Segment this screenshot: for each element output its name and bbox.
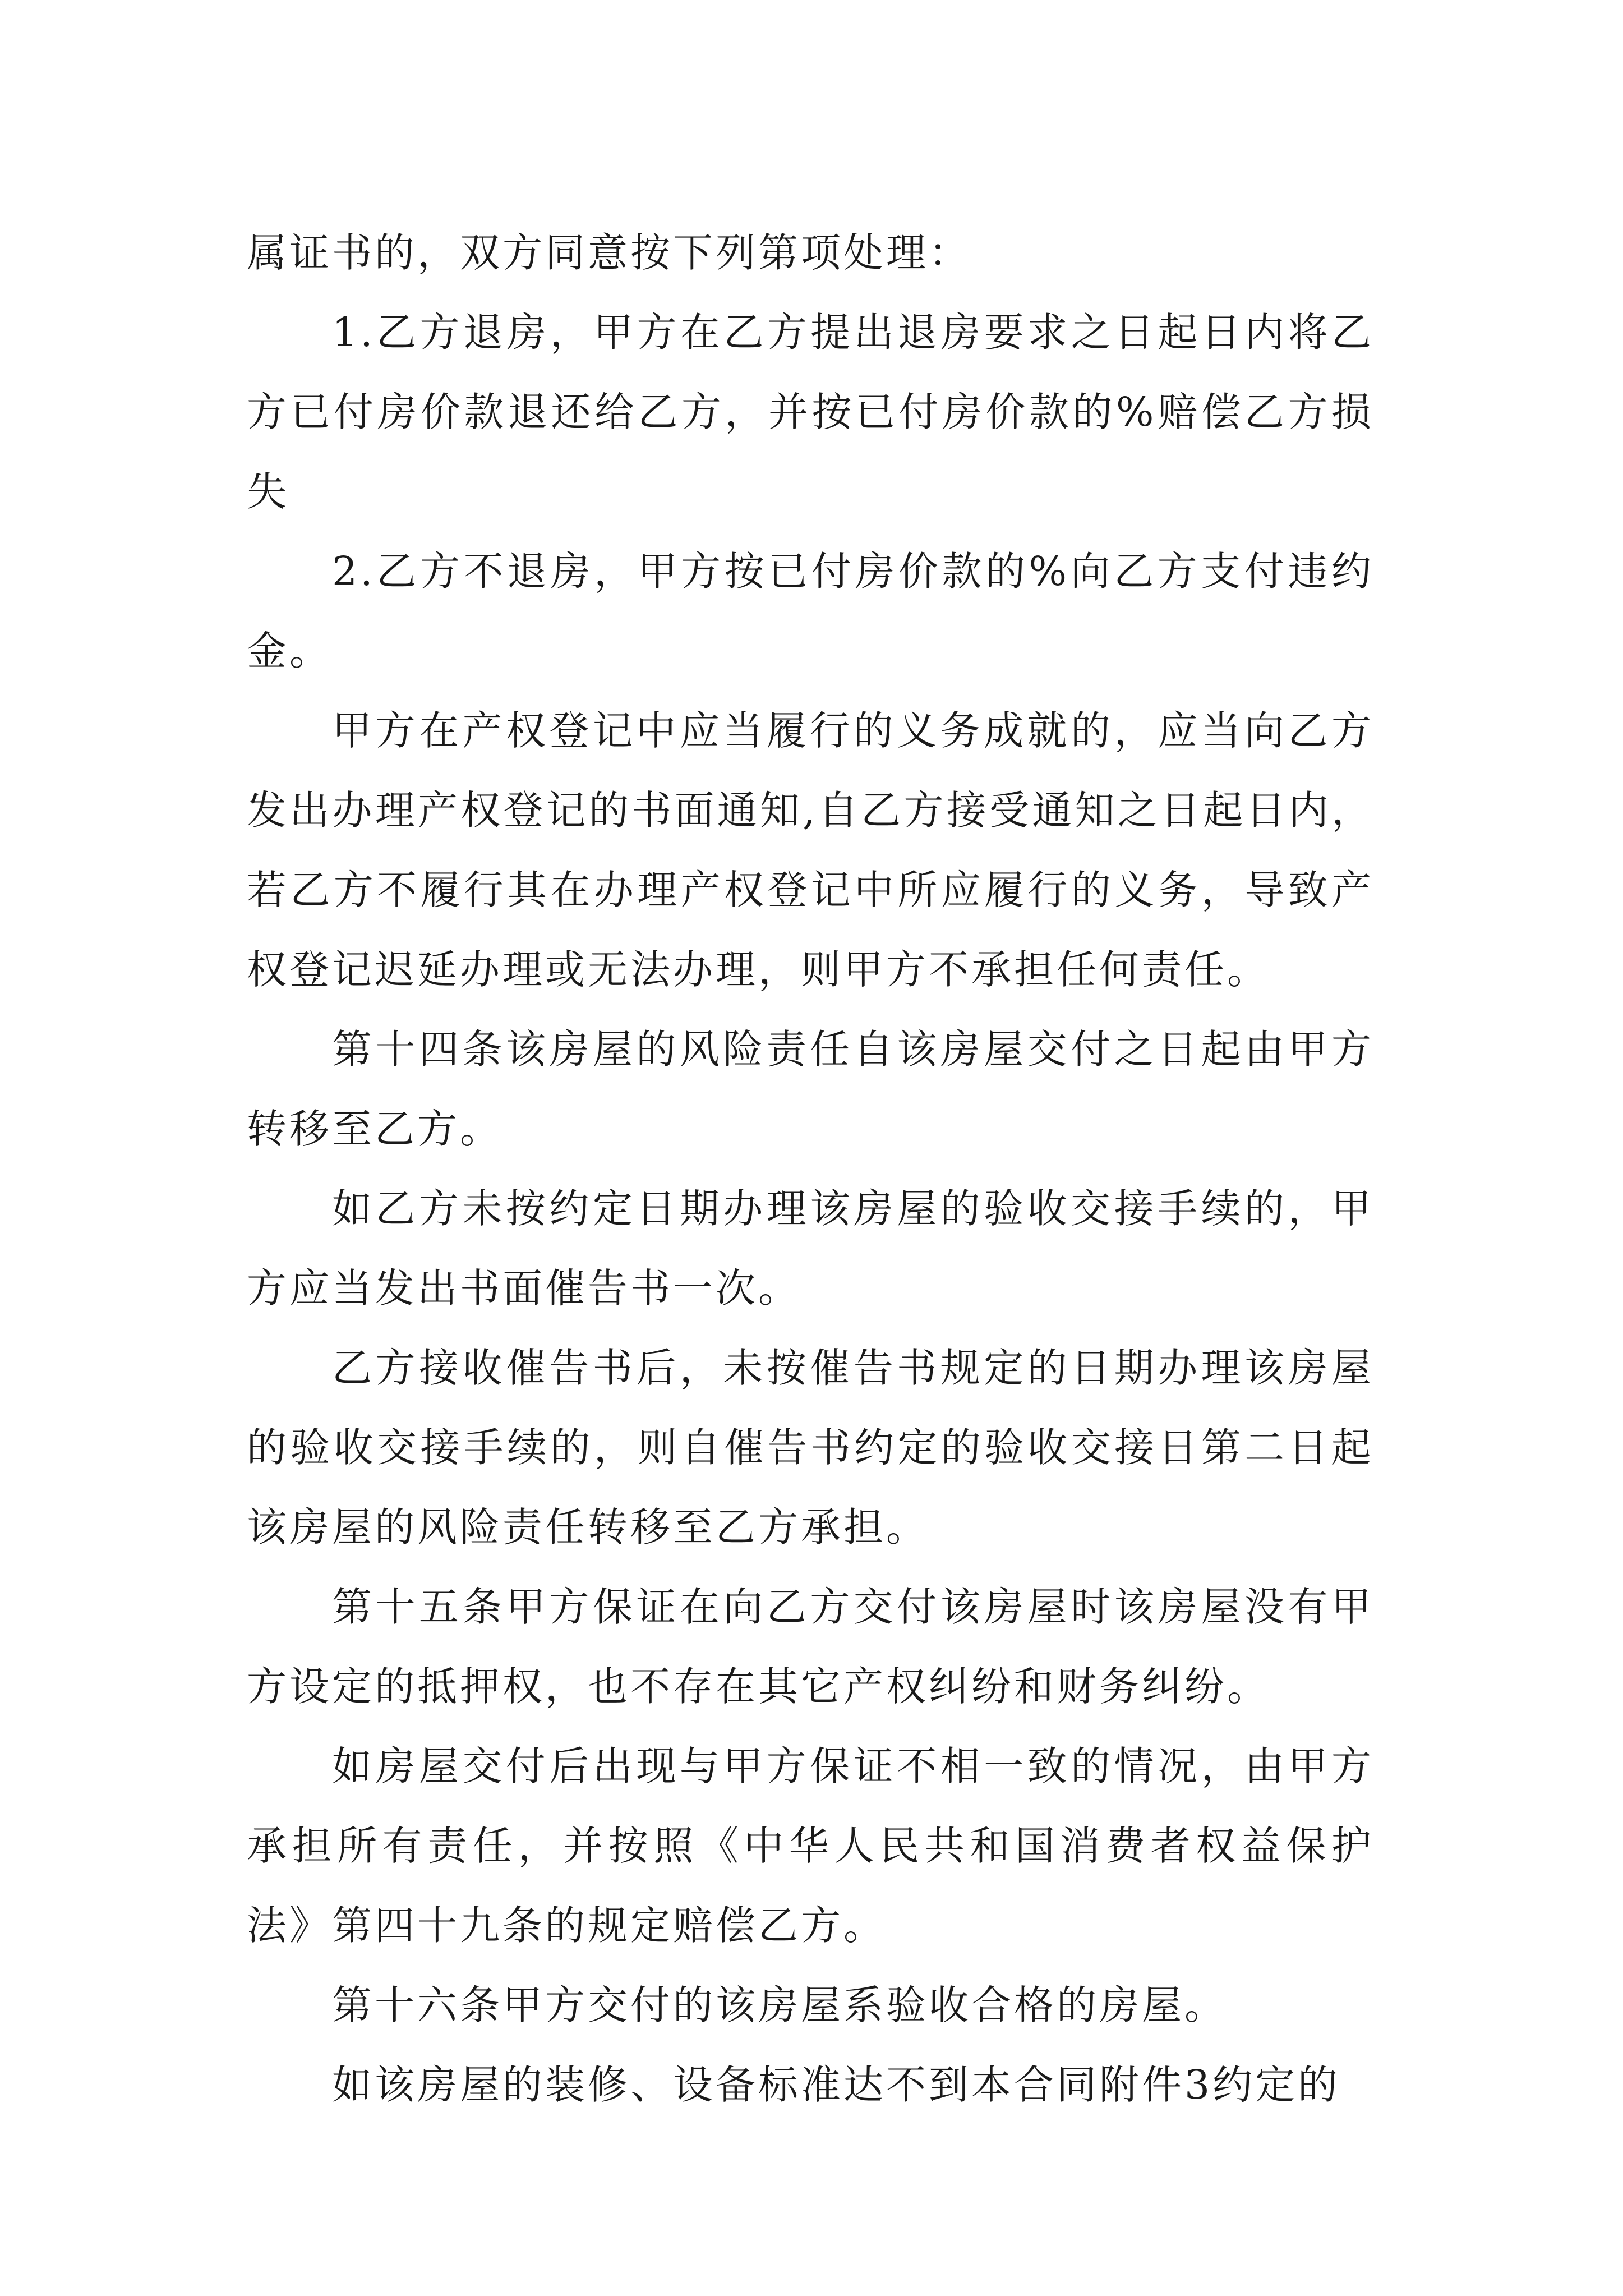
paragraph-decoration-standard: 如该房屋的装修、设备标准达不到本合同附件3约定的 xyxy=(332,2062,1341,2108)
paragraph-reminder-notice: 如乙方未按约定日期办理该房屋的验收交接手续的，甲方应当发出书面催告书一次。 xyxy=(247,1185,1374,1312)
paragraph-continuation: 属证书的，双方同意按下列第项处理： xyxy=(247,229,972,276)
paragraph-item-1: 1.乙方退房，甲方在乙方提出退房要求之日起日内将乙方已付房价款退还给乙方，并按已付房价款的%赔偿乙方损失 xyxy=(247,309,1374,515)
paragraph-article-14: 第十四条该房屋的风险责任自该房屋交付之日起由甲方转移至乙方。 xyxy=(247,1026,1374,1152)
paragraph-liability: 如房屋交付后出现与甲方保证不相一致的情况，由甲方承担所有责任，并按照《中华人民共和国消费者权益保护法》第四十九条的规定赔偿乙方。 xyxy=(247,1743,1374,1949)
paragraph-article-15: 第十五条甲方保证在向乙方交付该房屋时该房屋没有甲方设定的抵押权，也不存在其它产权纠纷和财务纠纷。 xyxy=(247,1584,1374,1710)
document-body xyxy=(247,213,1374,2125)
paragraph-item-2: 2.乙方不退房，甲方按已付房价款的%向乙方支付违约金。 xyxy=(247,548,1374,674)
paragraph-risk-transfer: 乙方接收催告书后，未按催告书规定的日期办理该房屋的验收交接手续的，则自催告书约定的验收交接日第二日起该房屋的风险责任转移至乙方承担。 xyxy=(247,1345,1374,1550)
paragraph-registration-notice: 甲方在产权登记中应当履行的义务成就的，应当向乙方发出办理产权登记的书面通知,自乙方接受通知之日起日内，若乙方不履行其在办理产权登记中所应履行的义务，导致产权登记迟延办理或无法办理，则甲方不承担任何责任。 xyxy=(247,707,1374,993)
paragraph-article-16: 第十六条甲方交付的该房屋系验收合格的房屋。 xyxy=(332,1982,1228,2028)
